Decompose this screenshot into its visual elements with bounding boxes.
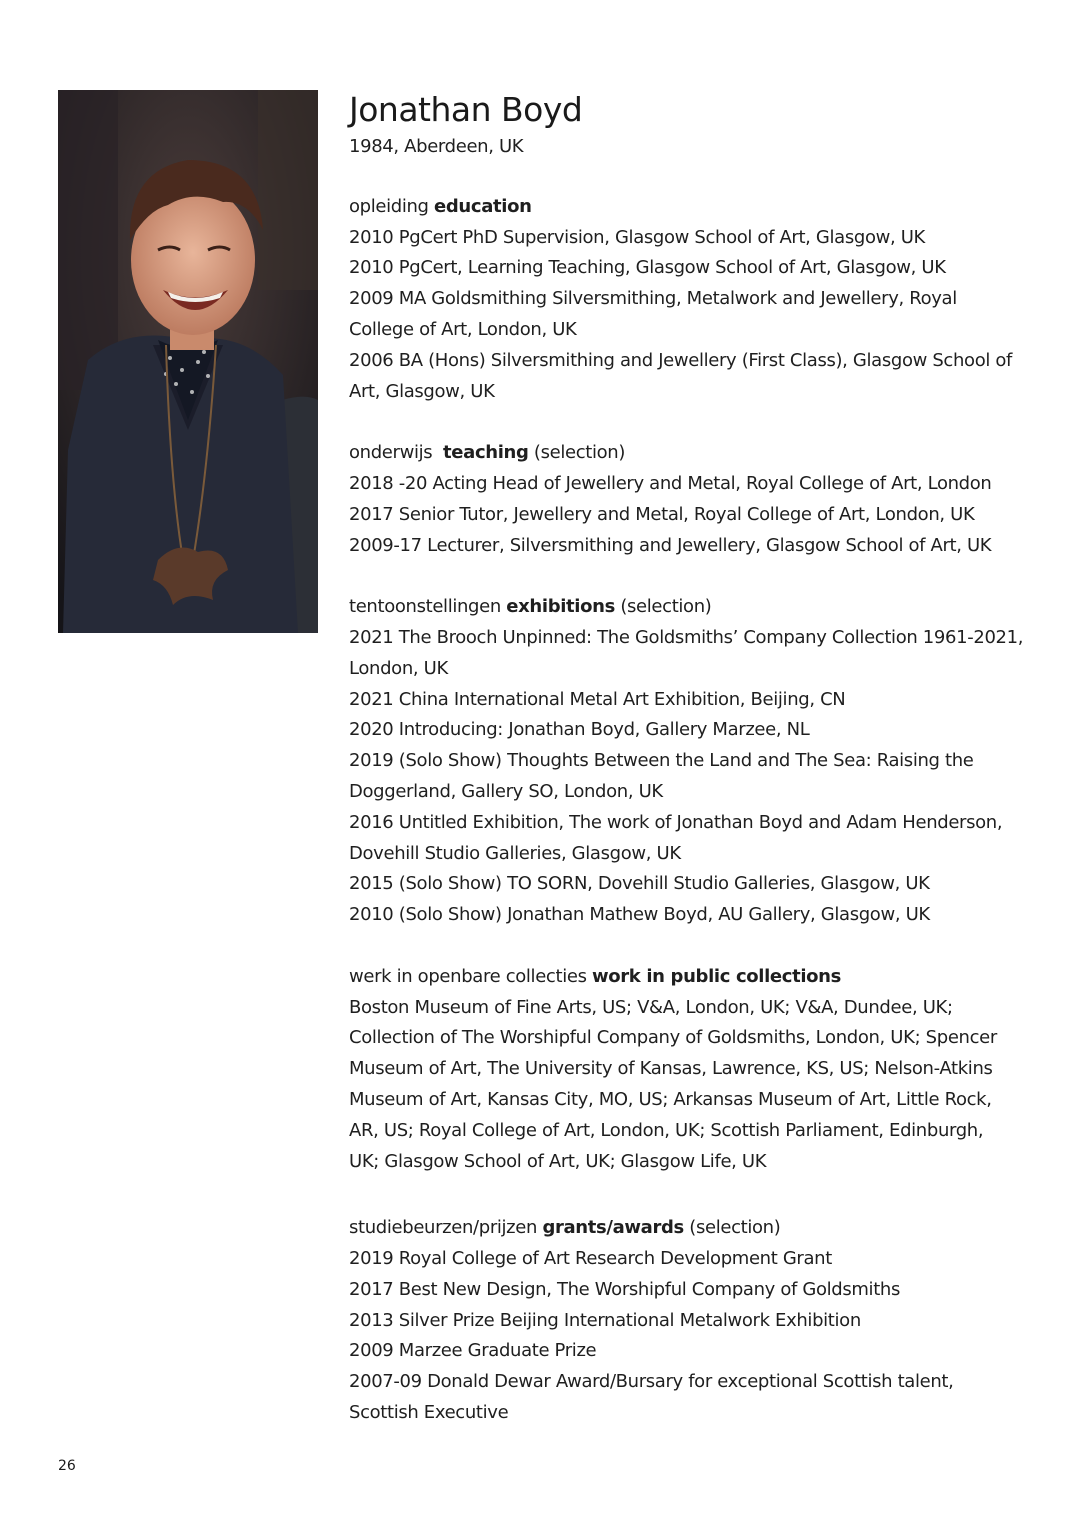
- list-item: [349, 469, 1049, 500]
- entry-line: 2017 Best New Design, The Worshipful Company of Goldsmiths: [349, 1278, 900, 1300]
- entry-line: Art, Glasgow, UK: [349, 380, 495, 402]
- entry-line: 2010 PgCert, Learning Teaching, Glasgow School of Art, Glasgow, UK: [349, 257, 946, 279]
- entry-line: 2013 Silver Prize Beijing International Metalwork Exhibition: [349, 1309, 861, 1331]
- education-entries: [349, 223, 1049, 408]
- heading-suffix: (selection): [683, 1217, 781, 1239]
- heading-suffix: (selection): [614, 596, 712, 618]
- heading-en: exhibitions: [506, 596, 615, 618]
- heading-en: work in public collections: [591, 965, 842, 987]
- entry-line: College of Art, London, UK: [349, 318, 577, 340]
- text-line: Collection of The Worshipful Company of Goldsmiths, London, UK; Spencer: [349, 1027, 997, 1049]
- text-line: AR, US; Royal College of Art, London, UK; Scottish Parliament, Edinburgh,: [349, 1119, 984, 1141]
- list-item: [349, 623, 1049, 685]
- heading-nl: tentoonstellingen: [349, 596, 501, 618]
- list-item: [349, 346, 1049, 408]
- exhibitions-section: [349, 592, 1049, 931]
- list-item: [349, 531, 1049, 562]
- section-heading: [349, 962, 1049, 993]
- entry-line: 2006 BA (Hons) Silversmithing and Jewellery (First Class), Glasgow School of: [349, 349, 1013, 371]
- section-heading: [349, 192, 1049, 223]
- list-item: [349, 223, 1049, 254]
- entry-line: 2010 PgCert PhD Supervision, Glasgow School of Art, Glasgow, UK: [349, 226, 926, 248]
- heading-en: education: [434, 195, 532, 217]
- entry-line: 2009 Marzee Graduate Prize: [349, 1340, 597, 1362]
- education-section: [349, 192, 1049, 408]
- list-item: [349, 500, 1049, 531]
- exhibitions-entries: [349, 623, 1049, 931]
- collections-section: [349, 962, 1049, 1178]
- entry-line: 2007-09 Donald Dewar Award/Bursary for exceptional Scottish talent,: [349, 1371, 954, 1393]
- awards-section: [349, 1213, 1049, 1429]
- entry-line: 2009 MA Goldsmithing Silversmithing, Metalwork and Jewellery, Royal: [349, 288, 957, 310]
- entry-line: 2020 Introducing: Jonathan Boyd, Gallery Marzee, NL: [349, 719, 810, 741]
- collections-text: [349, 993, 1049, 1178]
- text-line: Boston Museum of Fine Arts, US; V&A, London, UK; V&A, Dundee, UK;: [349, 996, 953, 1018]
- list-item: [349, 715, 1049, 746]
- list-item: [349, 685, 1049, 716]
- list-item: [349, 1244, 1049, 1275]
- list-item: [349, 253, 1049, 284]
- text-line: Museum of Art, Kansas City, MO, US; Arkansas Museum of Art, Little Rock,: [349, 1088, 992, 1110]
- entry-line: Dovehill Studio Galleries, Glasgow, UK: [349, 842, 681, 864]
- entry-line: 2010 (Solo Show) Jonathan Mathew Boyd, AU Gallery, Glasgow, UK: [349, 904, 930, 926]
- list-item: [349, 284, 1049, 346]
- entry-line: 2015 (Solo Show) TO SORN, Dovehill Studio Galleries, Glasgow, UK: [349, 873, 930, 895]
- portrait-photo: [58, 90, 318, 633]
- entry-line: 2016 Untitled Exhibition, The work of Jonathan Boyd and Adam Henderson,: [349, 811, 1003, 833]
- list-item: [349, 808, 1049, 870]
- birth-info: 1984, Aberdeen, UK: [349, 136, 524, 157]
- text-line: UK; Glasgow School of Art, UK; Glasgow Life, UK: [349, 1150, 767, 1172]
- list-item: [349, 746, 1049, 808]
- heading-en: teaching: [443, 442, 529, 464]
- teaching-section: [349, 438, 1049, 561]
- entry-line: Scottish Executive: [349, 1402, 509, 1424]
- list-item: [349, 1275, 1049, 1306]
- list-item: [349, 900, 1049, 931]
- entry-line: 2009-17 Lecturer, Silversmithing and Jewellery, Glasgow School of Art, UK: [349, 534, 992, 556]
- awards-entries: [349, 1244, 1049, 1429]
- artist-name: Jonathan Boyd: [349, 90, 583, 129]
- list-item: [349, 1367, 1049, 1429]
- entry-line: 2019 Royal College of Art Research Development Grant: [349, 1248, 832, 1270]
- page-number: 26: [58, 1458, 76, 1474]
- heading-en: grants/awards: [542, 1217, 684, 1239]
- section-heading: [349, 1213, 1049, 1244]
- entry-line: 2018 -20 Acting Head of Jewellery and Metal, Royal College of Art, London: [349, 472, 992, 494]
- teaching-entries: [349, 469, 1049, 561]
- section-heading: [349, 592, 1049, 623]
- text-line: Museum of Art, The University of Kansas, Lawrence, KS, US; Nelson-Atkins: [349, 1058, 993, 1080]
- entry-line: London, UK: [349, 657, 448, 679]
- portrait-illustration: [58, 90, 318, 633]
- heading-nl: onderwijs: [349, 442, 433, 464]
- list-item: [349, 1306, 1049, 1337]
- heading-nl: werk in openbare collecties: [349, 965, 587, 987]
- entry-line: 2021 The Brooch Unpinned: The Goldsmiths’ Company Collection 1961-2021,: [349, 626, 1024, 648]
- section-heading: [349, 438, 1049, 469]
- heading-nl: studiebeurzen/prijzen: [349, 1217, 538, 1239]
- list-item: [349, 1336, 1049, 1367]
- list-item: [349, 869, 1049, 900]
- entry-line: 2017 Senior Tutor, Jewellery and Metal, Royal College of Art, London, UK: [349, 503, 975, 525]
- entry-line: 2019 (Solo Show) Thoughts Between the Land and The Sea: Raising the: [349, 750, 974, 772]
- entry-line: Doggerland, Gallery SO, London, UK: [349, 780, 663, 802]
- biography: [349, 88, 1049, 1429]
- entry-line: 2021 China International Metal Art Exhibition, Beijing, CN: [349, 688, 846, 710]
- heading-nl: opleiding: [349, 195, 429, 217]
- heading-suffix: (selection): [528, 442, 626, 464]
